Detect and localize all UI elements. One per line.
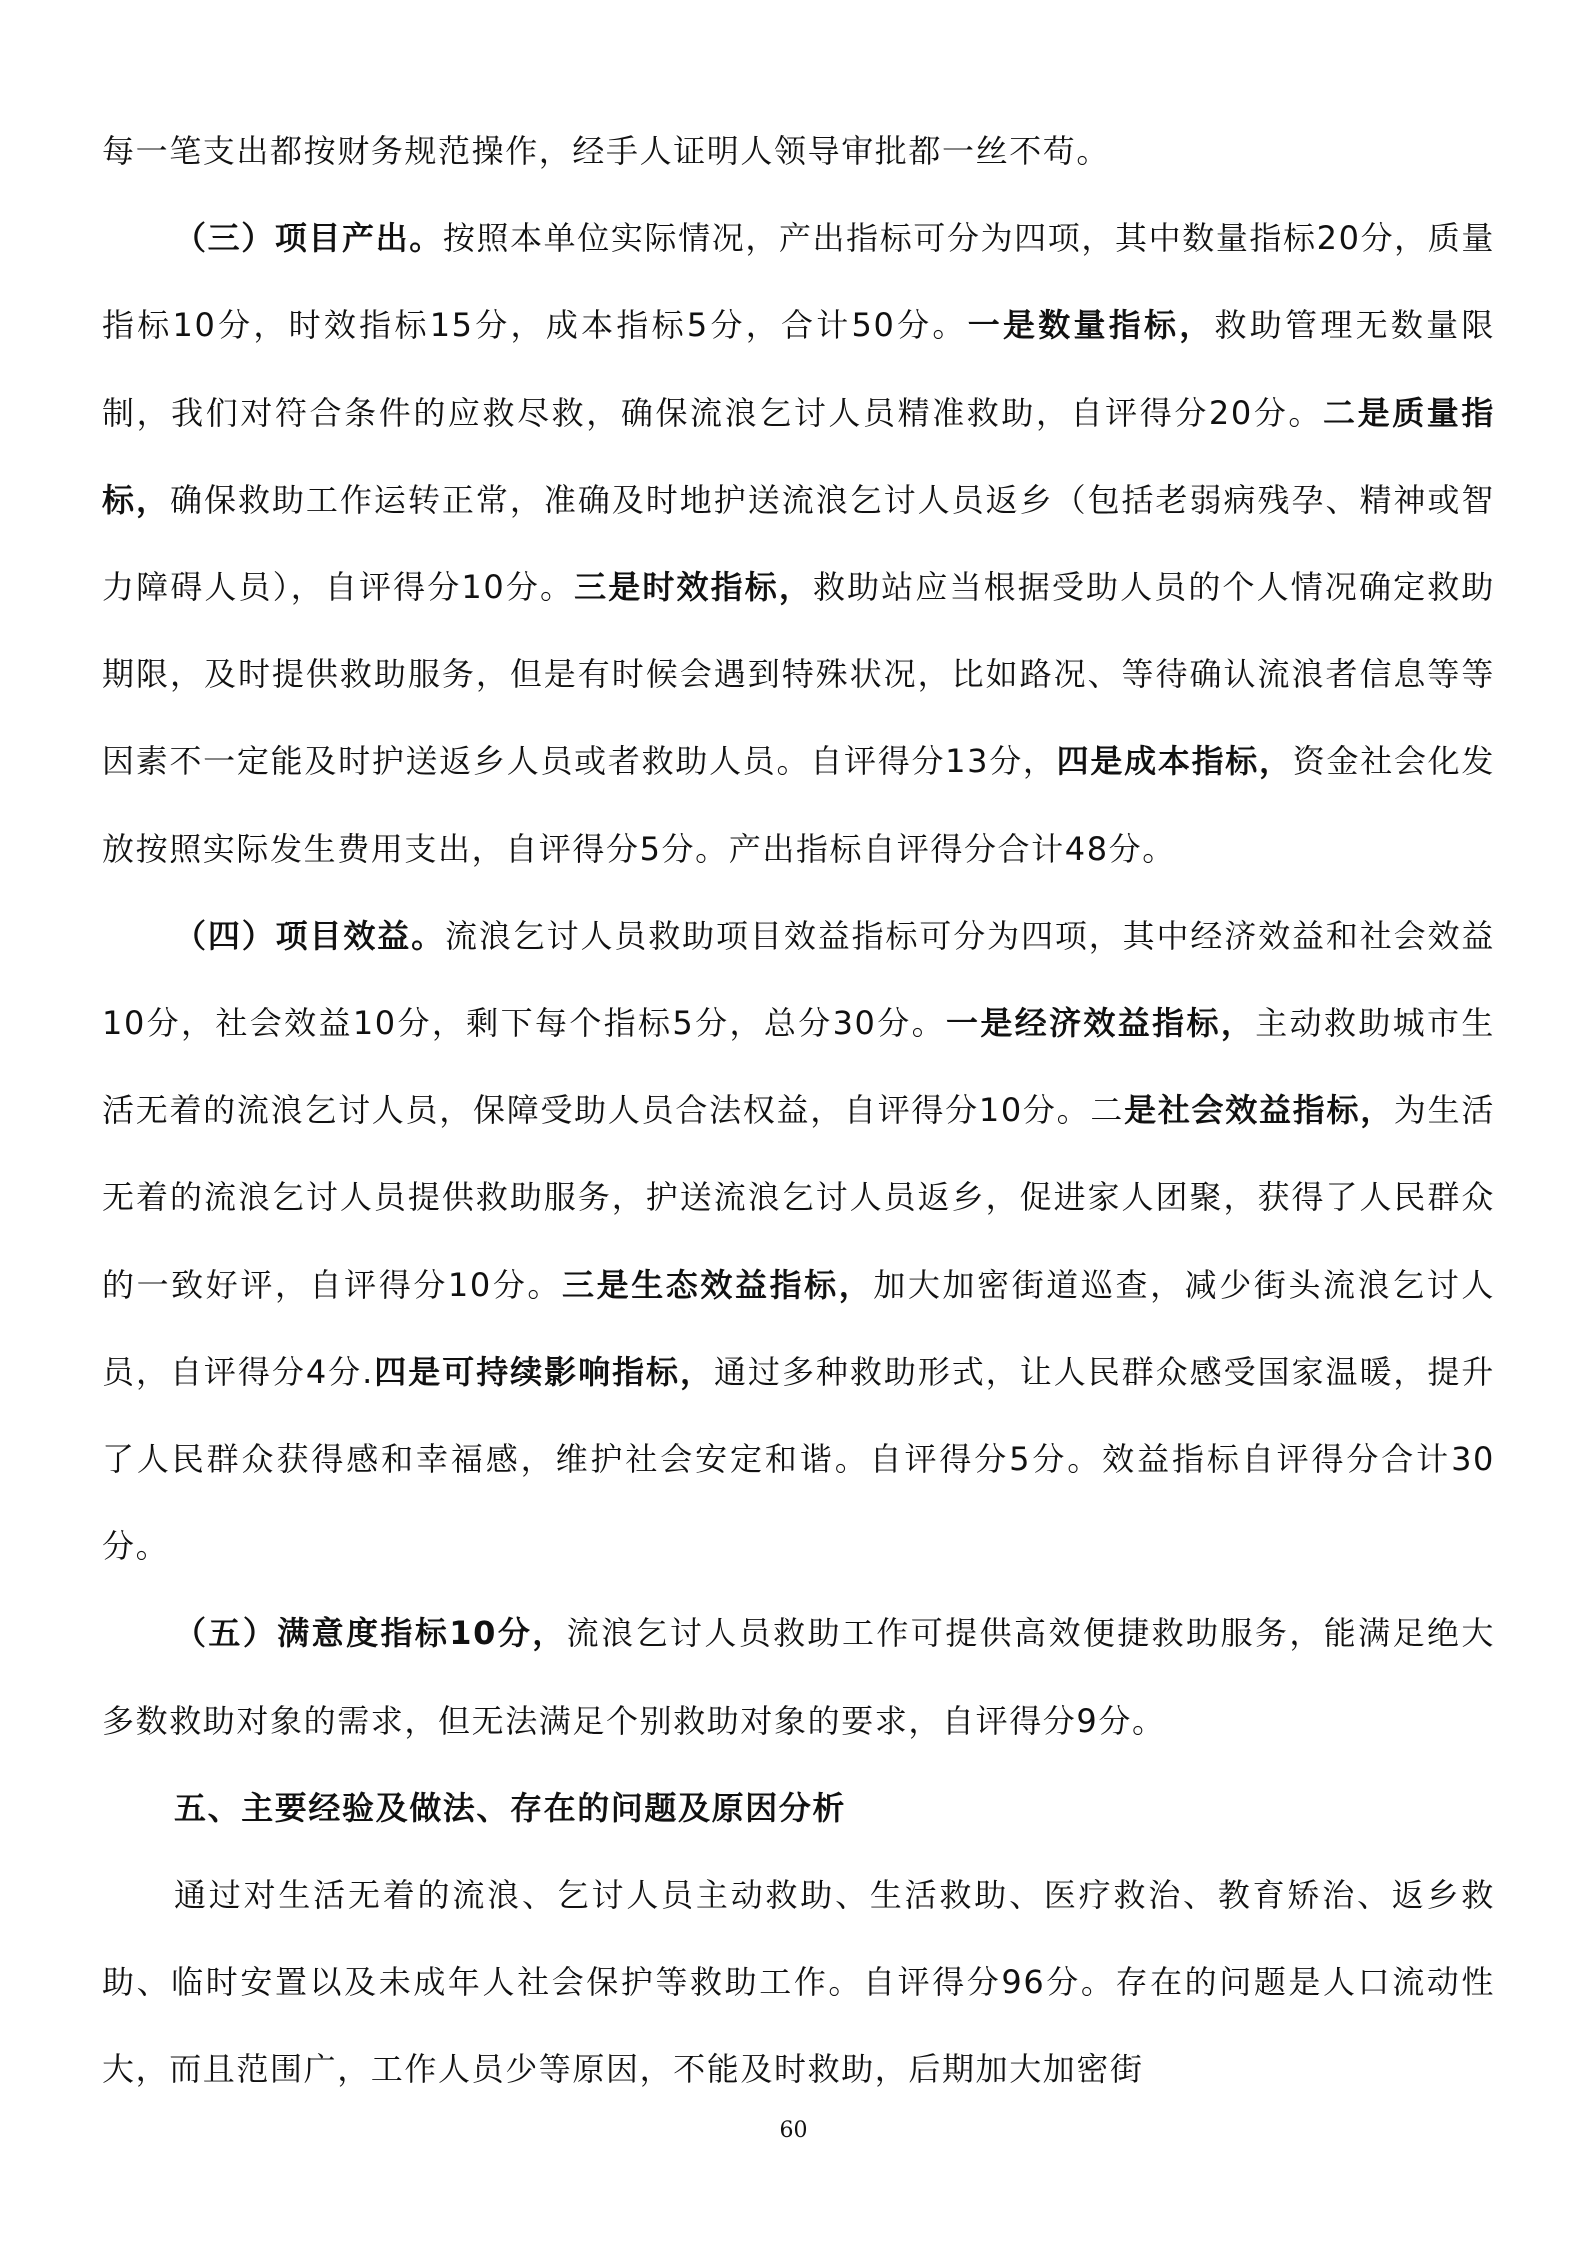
- bold-text-run: 四是成本指标，: [1056, 742, 1293, 781]
- paragraph-project-output: [102, 195, 1495, 893]
- bold-text-run: （三）项目产出。: [174, 219, 443, 258]
- paragraph-closing: 通过对生活无着的流浪、乞讨人员主动救助、生活救助、医疗救治、教育矫治、返乡救助、临时安置以及未成年人社会保护等救助工作。自评得分96分。存在的问题是人口流动性大，而且范围广，工作人员少等原因，不能及时救助，后期加大加密街: [102, 1876, 1495, 2089]
- paragraph-project-benefit: [102, 893, 1495, 1591]
- text-run: 救助站应当根据受助人员的个人情况确定救助期限，及时提供救助服务，但是有时候会遇到特殊状况，比如路况、等待确认流浪者信息等等因素不一定能及时护送返乡人员或者救助人员。自评得分13分，: [102, 568, 1495, 781]
- text-run: 资金社会化发放按照实际发生费用支出，自评得分5分。产出指标自评得分合计48分。: [102, 742, 1495, 868]
- bold-text-run: 一是数量指标，: [967, 306, 1215, 345]
- text-run: 主动救助城市生活无着的流浪乞讨人员，保障受助人员合法权益，自评得分10分。二: [102, 1004, 1496, 1130]
- text-run: 为生活无着的流浪乞讨人员提供救助服务，护送流浪乞讨人员返乡，促进家人团聚，获得了人民群众的一致好评，自评得分10分。: [102, 1091, 1495, 1304]
- paragraph-expense-note: [102, 108, 1495, 195]
- bold-text-run: 是社会效益指标，: [1124, 1091, 1394, 1130]
- bold-text-run: 三是时效指标，: [574, 568, 813, 607]
- text-run: 流浪乞讨人员救助项目效益指标可分为四项，其中经济效益和社会效益10分，社会效益10分，剩下每个指标5分，总分30分。: [102, 916, 1495, 1043]
- paragraph-satisfaction: [102, 1590, 1495, 1764]
- text-run: 每一笔支出都按财务规范操作，经手人证明人领导审批都一丝不苟。: [102, 132, 1111, 170]
- text-run: 流浪乞讨人员救助工作可提供高效便捷救助服务，能满足绝大多数救助对象的需求，但无法满足个别救助对象的要求，自评得分9分。: [102, 1614, 1495, 1740]
- bold-text-run: （五）满意度指标10分，: [174, 1614, 567, 1653]
- text-run: 按照本单位实际情况，产出指标可分为四项，其中数量指标20分，质量指标10分，时效指标15分，成本指标5分，合计50分。: [102, 219, 1495, 345]
- section-heading: 五、主要经验及做法、存在的问题及原因分析: [174, 1788, 847, 1827]
- bold-text-run: 三是生态效益指标，: [562, 1265, 874, 1304]
- bold-text-run: （四）项目效益。: [174, 916, 446, 955]
- bold-text-run: 一是经济效益指标，: [945, 1004, 1256, 1043]
- bold-text-run: 二是质量指标，: [102, 393, 1495, 519]
- text-run: 通过多种救助形式，让人民群众感受国家温暖，提升了人民群众获得感和幸福感，维护社会安定和谐。自评得分5分。效益指标自评得分合计30分。: [102, 1352, 1495, 1566]
- text-run: 救助管理无数量限制，我们对符合条件的应救尽救，确保流浪乞讨人员精准救助，自评得分20分。: [102, 306, 1496, 432]
- page-number: 60: [779, 2118, 808, 2143]
- bold-text-run: 四是可持续影响指标，: [373, 1352, 714, 1391]
- text-run: 加大加密街道巡查，减少街头流浪乞讨人员，自评得分4分.: [102, 1265, 1495, 1391]
- body-text: [102, 108, 1495, 2114]
- text-run: 确保救助工作运转正常，准确及时地护送流浪乞讨人员返乡（包括老弱病残孕、精神或智力障碍人员），自评得分10分。: [102, 480, 1496, 607]
